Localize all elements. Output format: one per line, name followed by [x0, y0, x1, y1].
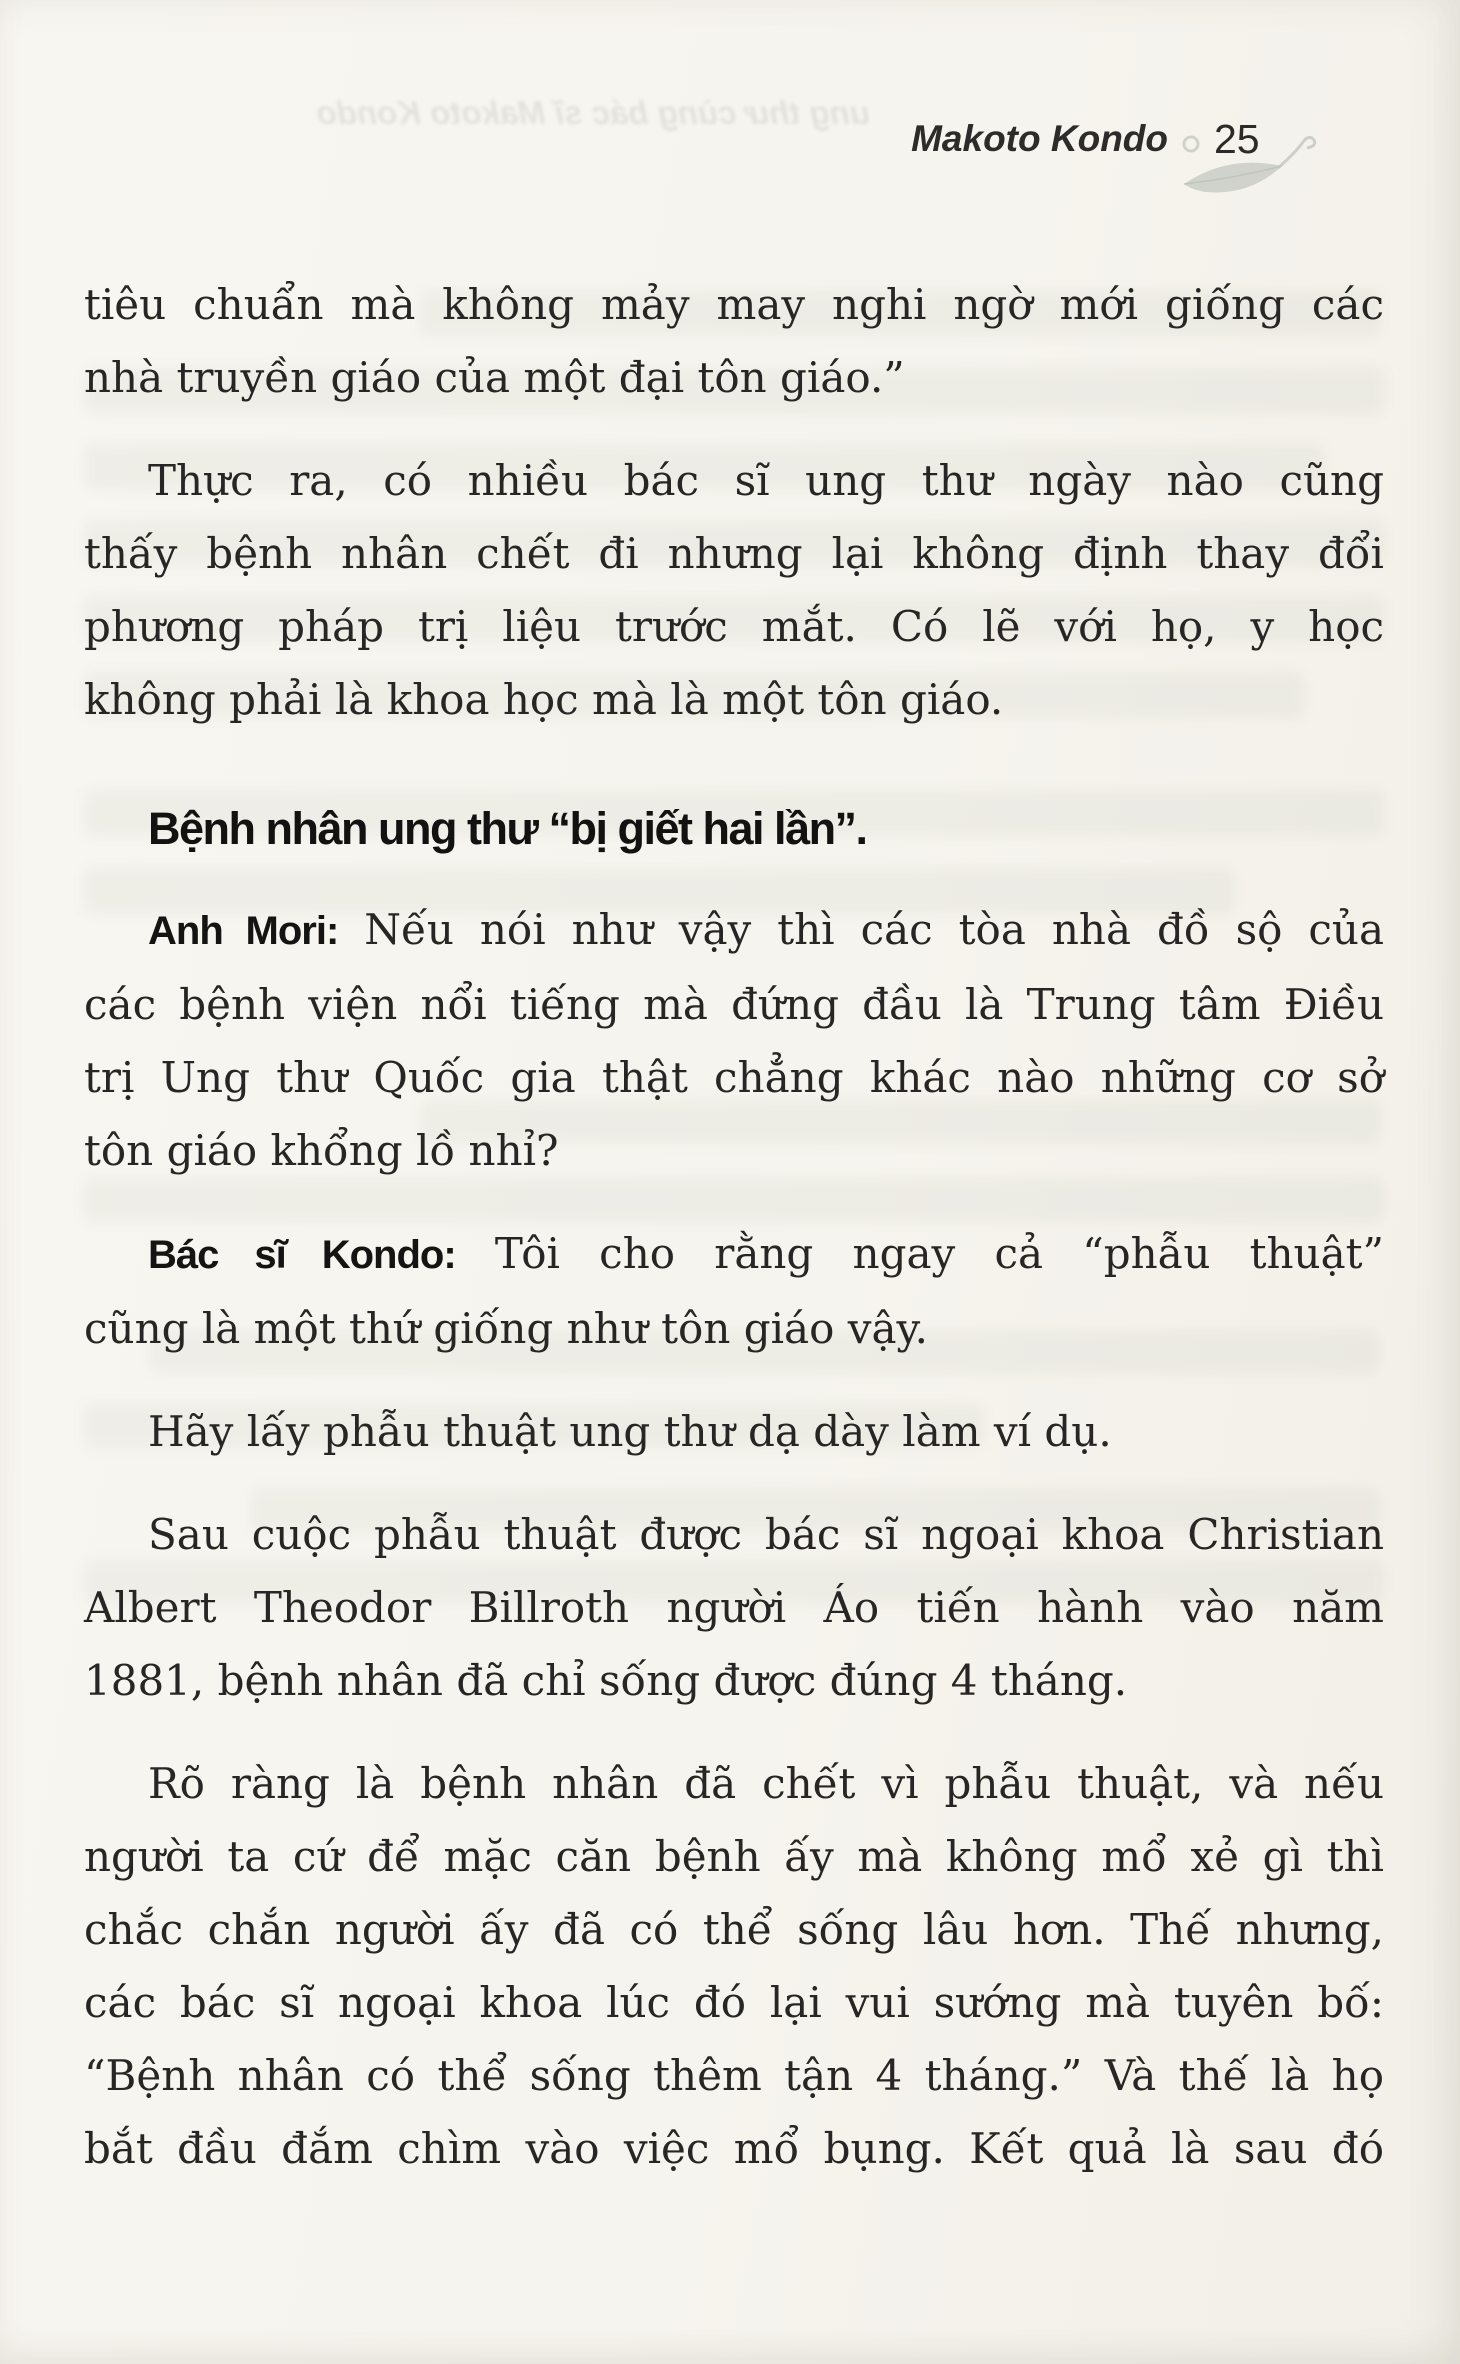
text-line: người ta cứ để mặc căn bệnh ấy mà không mổ xẻ gì thì: [84, 1832, 1384, 1881]
running-title: Makoto Kondo: [911, 118, 1168, 159]
page-number: 25: [1214, 116, 1260, 162]
text-line: nhà truyền giáo của một đại tôn giáo.”: [84, 353, 905, 402]
text-line: các bệnh viện nổi tiếng mà đứng đầu là Trung tâm Điều: [84, 980, 1384, 1029]
text-line: “Bệnh nhân có thể sống thêm tận 4 tháng.” Và thế là họ: [84, 2051, 1384, 2100]
leaf-ornament-icon: [1176, 126, 1346, 210]
text-line: Albert Theodor Billroth người Áo tiến hành vào năm: [84, 1583, 1384, 1632]
speaker-name: Anh Mori:: [148, 909, 339, 953]
text-line: cũng là một thứ giống như tôn giáo vậy.: [84, 1304, 928, 1353]
text-line: Sau cuộc phẫu thuật được bác sĩ ngoại khoa Christian: [148, 1510, 1384, 1559]
text-line: không phải là khoa học mà là một tôn giáo.: [84, 675, 1004, 724]
bleed-through-running-title: ung thư cùng bác sĩ Makoto Kondo: [316, 94, 870, 131]
paragraph: [84, 1747, 1384, 2185]
paragraph: [84, 893, 1384, 1187]
text-line: các bác sĩ ngoại khoa lúc đó lại vui sướng mà tuyên bố:: [84, 1978, 1384, 2027]
paragraph: [84, 1217, 1384, 1365]
text-line: Hãy lấy phẫu thuật ung thư dạ dày làm ví dụ.: [148, 1407, 1112, 1456]
paragraph: [84, 268, 1384, 414]
text-line: Rõ ràng là bệnh nhân đã chết vì phẫu thuật, và nếu: [148, 1759, 1384, 1808]
page-body: [84, 268, 1384, 2215]
text-line: tiêu chuẩn mà không mảy may nghi ngờ mới giống các: [84, 280, 1384, 329]
text-line: Anh Mori: Nếu nói như vậy thì các tòa nhà đồ sộ của: [148, 905, 1385, 954]
text-line: chắc chắn người ấy đã có thể sống lâu hơn. Thế nhưng,: [84, 1905, 1384, 1954]
paragraph: [84, 444, 1384, 736]
text-line: tôn giáo khổng lồ nhỉ?: [84, 1126, 559, 1175]
text-line: bắt đầu đắm chìm vào việc mổ bụng. Kết quả là sau đó: [84, 2124, 1384, 2173]
text-line: trị Ung thư Quốc gia thật chẳng khác nào những cơ sở: [84, 1053, 1384, 1102]
paragraph: [84, 1395, 1384, 1468]
text-line: Bác sĩ Kondo: Tôi cho rằng ngay cả “phẫu thuật”: [148, 1229, 1384, 1278]
text-line: 1881, bệnh nhân đã chỉ sống được đúng 4 tháng.: [84, 1656, 1128, 1705]
text-line: phương pháp trị liệu trước mắt. Có lẽ với họ, y học: [84, 602, 1384, 651]
section-heading: Bệnh nhân ung thư “bị giết hai lần”.: [148, 803, 867, 854]
text-line: thấy bệnh nhân chết đi nhưng lại không định thay đổi: [84, 529, 1384, 578]
paragraph: [84, 1498, 1384, 1717]
speaker-name: Bác sĩ Kondo:: [148, 1233, 456, 1277]
text-line: Thực ra, có nhiều bác sĩ ung thư ngày nào cũng: [148, 456, 1384, 505]
